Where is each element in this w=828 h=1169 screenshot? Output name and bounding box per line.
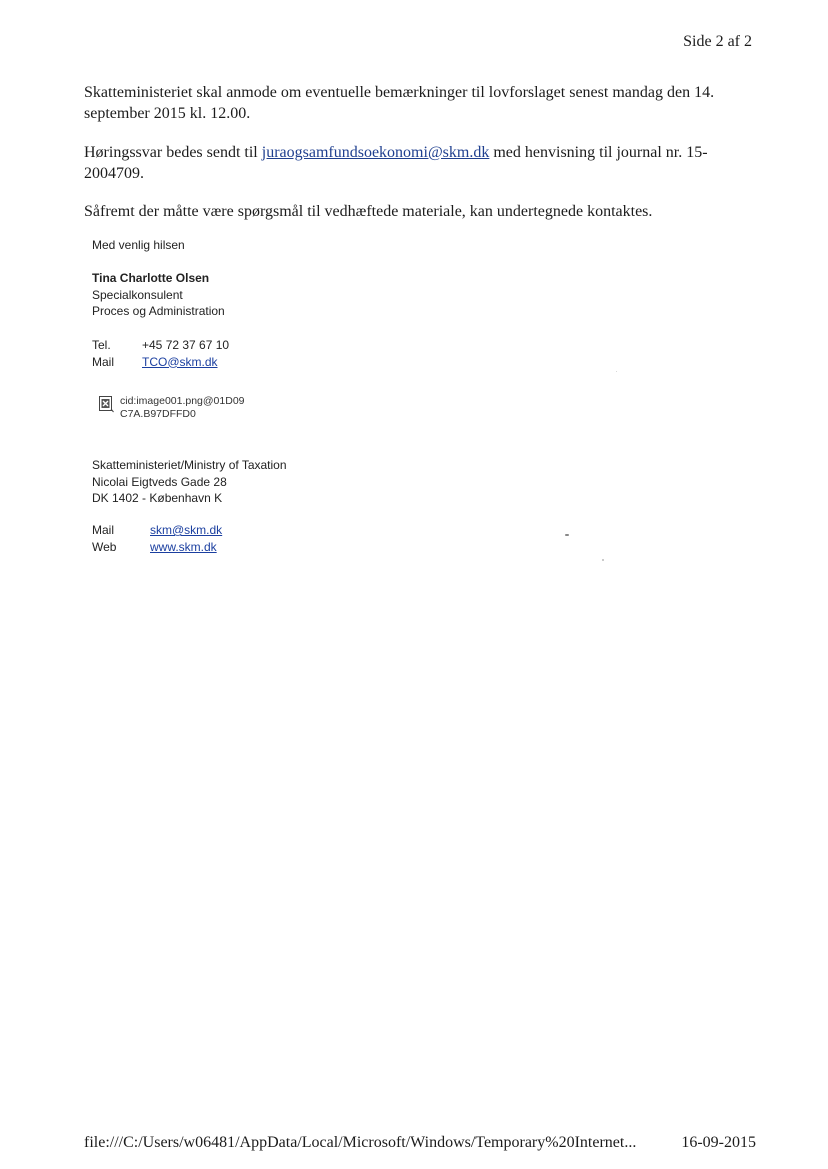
org-city: DK 1402 - København K	[92, 491, 223, 505]
signature-greeting: Med venlig hilsen	[92, 238, 185, 252]
mail-row	[92, 354, 229, 371]
scan-speck	[602, 559, 604, 561]
sender-name: Tina Charlotte Olsen	[92, 271, 210, 285]
org-mail-row	[92, 522, 222, 539]
sender-department: Proces og Administration	[92, 304, 225, 318]
deadline-paragraph: Skatteministeriet skal anmode om eventuelle bemærkninger til lovforslaget senest mandag den 14. september 2015 kl. 12.00.	[84, 84, 715, 122]
footer-file-path: file:///C:/Users/w06481/AppData/Local/Microsoft/Windows/Temporary%20Internet...	[84, 1134, 637, 1151]
contact-paragraph: Såfremt der måtte være spørgsmål til vedhæftede materiale, kan undertegnede kontaktes.	[84, 203, 653, 220]
scan-speck	[616, 371, 617, 372]
print-footer	[84, 1134, 756, 1152]
sender-email-link[interactable]: TCO@skm.dk	[142, 354, 218, 369]
image-placeholder-line2: C7A.B97DFFD0	[120, 408, 196, 420]
submission-paragraph	[84, 142, 754, 184]
organization-contact	[92, 522, 222, 555]
image-placeholder-line1: cid:image001.png@01D09	[120, 395, 245, 407]
scan-speck	[565, 534, 569, 536]
tel-label: Tel.	[92, 338, 111, 352]
submission-email-link[interactable]: juraogsamfundsoekonomi@skm.dk	[261, 144, 490, 161]
org-street: Nicolai Eigtveds Gade 28	[92, 474, 227, 489]
org-web-row	[92, 539, 222, 556]
org-email-link[interactable]: skm@skm.dk	[150, 523, 223, 537]
organization-block	[92, 457, 287, 507]
tel-value: +45 72 37 67 10	[142, 338, 230, 352]
org-web-label: Web	[92, 539, 117, 554]
sender-contact	[92, 337, 229, 370]
page-number: Side 2 af 2	[683, 33, 752, 50]
tel-row	[92, 337, 229, 354]
submission-text-after: med henvisning til journal nr. 15-2004709.	[84, 144, 708, 182]
org-name: Skatteministeriet/Ministry of Taxation	[92, 458, 287, 472]
sender-block	[92, 270, 225, 320]
sender-title: Specialkonsulent	[92, 287, 183, 302]
org-mail-label: Mail	[92, 523, 115, 537]
org-web-link[interactable]: www.skm.dk	[150, 539, 217, 554]
broken-image-icon	[99, 396, 114, 413]
broken-image-placeholder	[99, 395, 245, 421]
footer-date: 16-09-2015	[681, 1134, 756, 1151]
mail-label: Mail	[92, 354, 115, 369]
submission-text-before: Høringssvar bedes sendt til	[84, 144, 262, 161]
